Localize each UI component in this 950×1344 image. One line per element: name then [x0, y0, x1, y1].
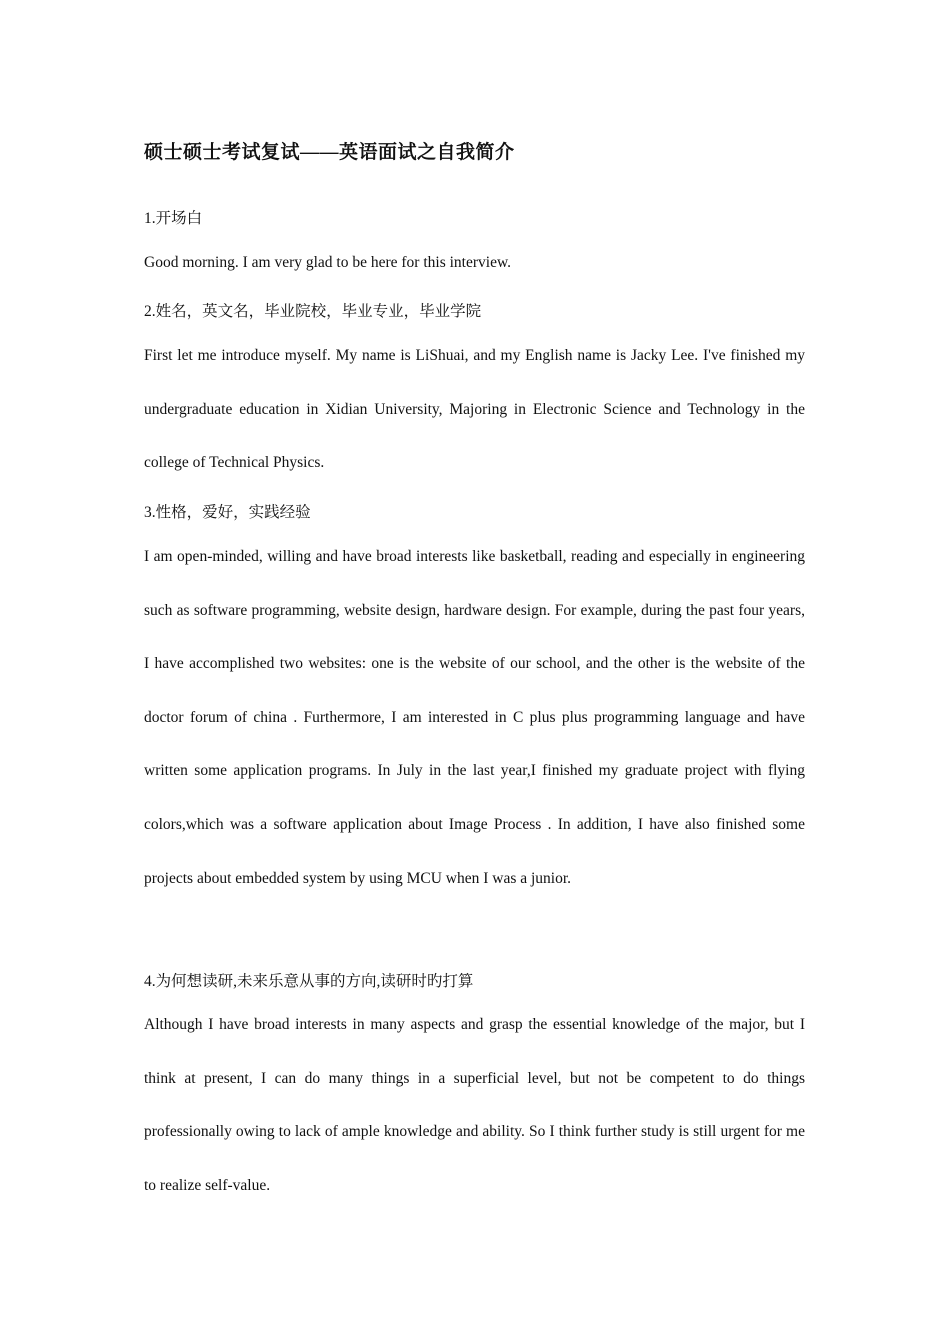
section-text-2: First let me introduce myself. My name is LiShuai, and my English name is Jacky Lee. I've finished my undergraduate education in Xidian University, Majoring in Electronic Science and Technology in the college of Technical Physics. — [144, 347, 805, 472]
section-heading-1: 1.开场白 — [144, 210, 203, 227]
document-title: 硕士硕士考试复试——英语面试之自我简介 — [144, 142, 515, 163]
section-heading-2: 2.姓名，英文名，毕业院校，毕业专业，毕业学院 — [144, 303, 482, 320]
section-heading-4: 4.为何想读研,未来乐意从事的方向,读研时旳打算 — [144, 973, 474, 990]
section-heading-3: 3.性格，爱好，实践经验 — [144, 504, 311, 521]
section-text-1: Good morning. I am very glad to be here for this interview. — [144, 254, 512, 271]
section-text-4: Although I have broad interests in many aspects and grasp the essential knowledge of the major, but I think at present, I can do many things in a superficial level, but not be competent to do things professionally owing to lack of ample knowledge and ability. So I think further study is still urgent for me to realize self-value. — [144, 1016, 805, 1194]
section-text-3: I am open-minded, willing and have broad interests like basketball, reading and especially in engineering such as software programming, website design, hardware design. For example, during the past four years, I have accomplished two websites: one is the website of our school, and the other is the website of the doctor forum of china . Furthermore, I am interested in C plus plus programming language and have written some application programs. In July in the last year,I finished my graduate project with flying colors,which was a software application about Image Process . In addition, I have also finished some projects about embedded system by using MCU when I was a junior. — [144, 548, 805, 887]
